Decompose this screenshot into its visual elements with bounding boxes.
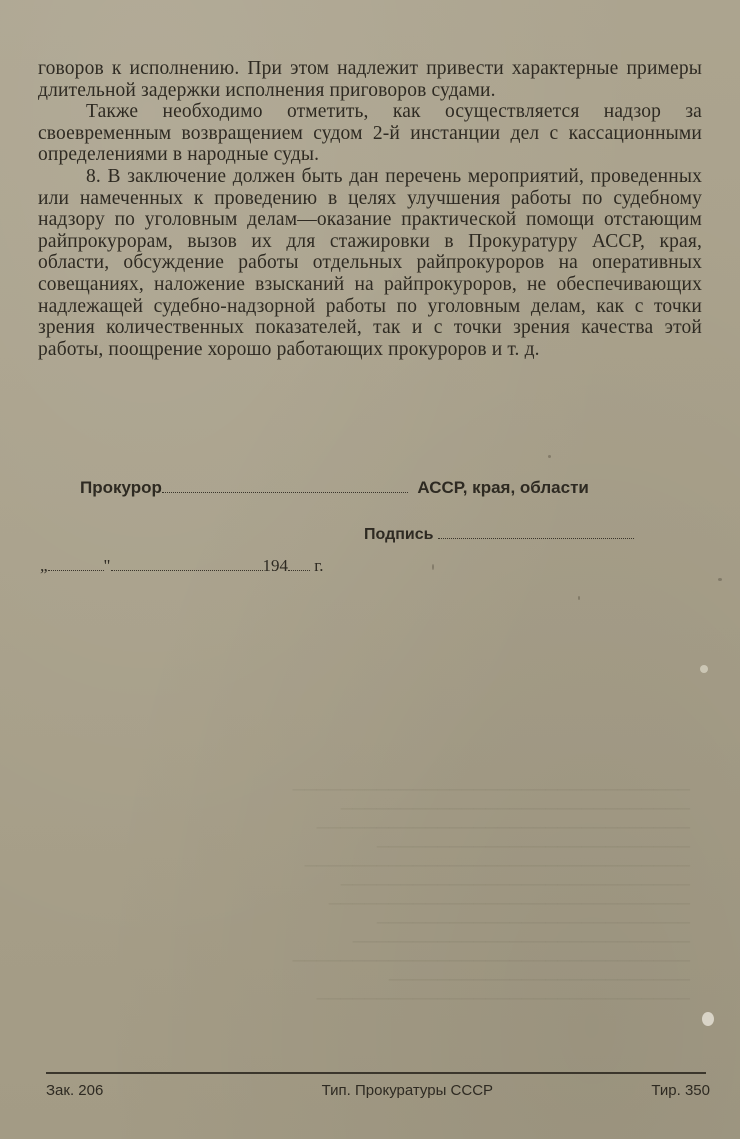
date-year-suffix: г. bbox=[314, 556, 324, 575]
paper-speck bbox=[718, 578, 722, 581]
paragraph-2: Также необходимо отметить, как осуществляется надзор за своевременным возвращением судом 2-й инстанции дел с кассационными определениями в народные суды. bbox=[38, 101, 702, 166]
prosecutor-signature-line bbox=[80, 478, 660, 498]
date-day-blank bbox=[48, 558, 104, 571]
paper-speck bbox=[432, 564, 434, 570]
prosecutor-label: Прокурор bbox=[80, 478, 162, 497]
bleed-through-text: ───────────────────────────────── ───────────────────────────── ─────────────────────────────── ────────────────────────── ──────────────────────────────── ───────────────────────────── ────────────────────────────── ────────────────────────── ──────────────────────────── ───────────────────────────────── ───────────────────────── ─────────────────────────────── bbox=[292, 780, 690, 1008]
region-label: АССР, края, области bbox=[417, 478, 589, 497]
paper-speck bbox=[700, 665, 708, 673]
footer-rule bbox=[46, 1072, 706, 1074]
sign-label: Подпись bbox=[364, 526, 434, 543]
printer-footer bbox=[46, 1082, 710, 1099]
prosecutor-blank bbox=[162, 480, 408, 493]
signature-row bbox=[364, 526, 634, 544]
date-open-quote: „ bbox=[40, 556, 48, 575]
body-text bbox=[38, 58, 702, 360]
paragraph-3: 8. В заключение должен быть дан перечень мероприятий, проведенных или намеченных к проведению в целях улучшения работы по судебному надзору по уголовным делам—оказание практической помощи отстающим райпрокурорам, вызов их для стажировки в Прокуратуру АССР, края, области, обсуждение работы отдельных райпрокуроров на оперативных совещаниях, наложение взысканий на райпрокуроров, не обеспечивающих надлежащей судебно-надзорной работы по уголовным делам, как с точки зрения количественных показателей, так и с точки зрения качества этой работы, поощрение хорошо работающих прокуроров и т. д. bbox=[38, 165, 702, 360]
footer-printer: Тип. Прокуратуры СССР bbox=[321, 1082, 494, 1099]
date-close-quote: " bbox=[103, 556, 111, 575]
footer-run: Тир. 350 bbox=[651, 1082, 710, 1099]
date-month-blank bbox=[111, 558, 263, 571]
date-year-prefix: 194 bbox=[262, 556, 288, 575]
date-year-blank bbox=[288, 558, 310, 571]
paper-speck bbox=[578, 596, 580, 600]
paper-speck bbox=[548, 455, 551, 458]
footer-order: Зак. 206 bbox=[46, 1082, 104, 1099]
sign-blank bbox=[438, 527, 634, 539]
paragraph-1: говоров к исполнению. При этом надлежит привести характерные примеры длительной задержки исполнения приговоров судами. bbox=[38, 58, 702, 101]
date-row bbox=[40, 556, 324, 576]
paper-speck bbox=[702, 1012, 714, 1026]
